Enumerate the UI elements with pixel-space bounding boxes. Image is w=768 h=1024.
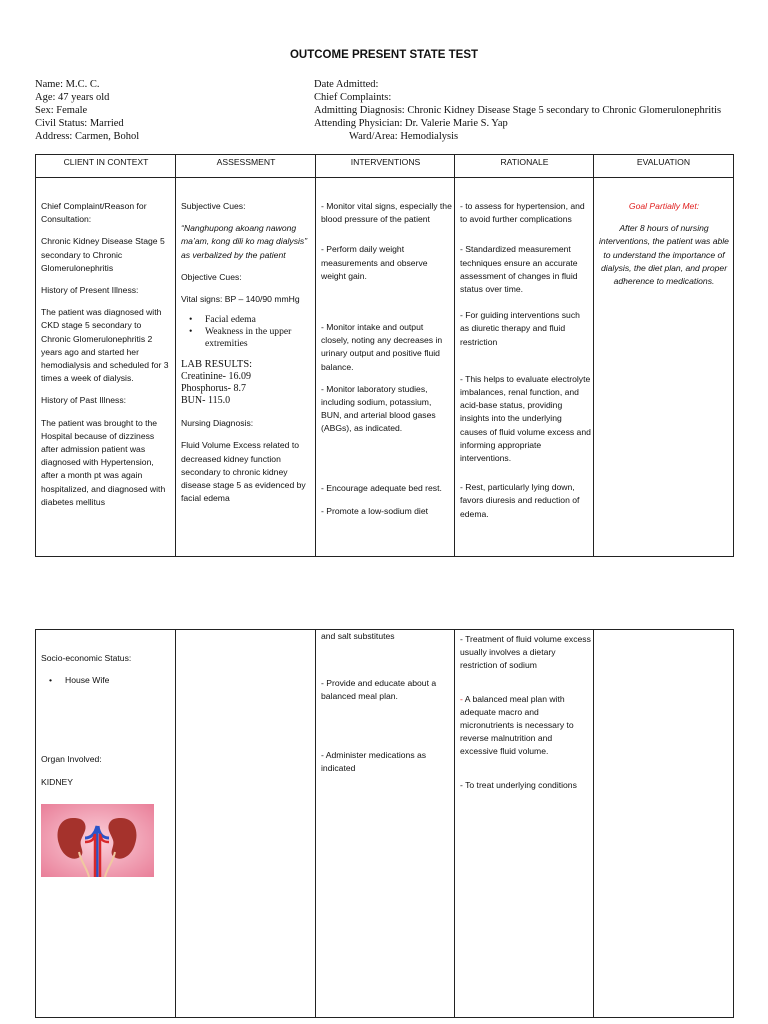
past-illness-text: The patient was brought to the Hospital because of dizziness after admission patient was diagnosed with Hypertension, after a month pt was again hospitalized, and diagnosed with diabetes mellitus bbox=[41, 417, 166, 507]
goal-status: Goal Partially Met: bbox=[628, 201, 700, 211]
care-plan-table-1 bbox=[35, 154, 734, 557]
rationale-item: - To treat underlying conditions bbox=[460, 779, 577, 790]
intervention-item: - Monitor intake and output closely, noting any decreases in urinary output and positive fluid balance. bbox=[321, 322, 443, 372]
socio-economic-label: Socio-economic Status: bbox=[41, 653, 132, 663]
lab-result-creatinine: Creatinine- 16.09 bbox=[181, 371, 251, 383]
lab-result-phosphorus: Phosphorus- 8.7 bbox=[181, 383, 247, 395]
patient-address: Address: Carmen, Bohol bbox=[35, 131, 140, 142]
care-plan-table-2 bbox=[35, 629, 734, 1018]
lab-result-bun: BUN- 115.0 bbox=[181, 395, 231, 407]
nursing-diagnosis-text: Fluid Volume Excess related to decreased kidney function secondary to chronic kidney disease stage 5 as evidenced by facial edema bbox=[181, 440, 306, 504]
intervention-item: - Administer medications as indicated bbox=[321, 749, 427, 773]
intervention-item: - Monitor vital signs, especially the blood pressure of the patient bbox=[321, 201, 452, 225]
rationale-item bbox=[460, 693, 591, 759]
rationale-item: - Treatment of fluid volume excess usually involves a dietary restriction of sodium bbox=[460, 634, 591, 671]
kidney-illustration bbox=[41, 804, 154, 877]
header-assessment: ASSESSMENT bbox=[216, 157, 276, 167]
socio-economic-list bbox=[41, 674, 171, 687]
evaluation-cell bbox=[599, 200, 729, 288]
objective-label: Objective Cues: bbox=[181, 271, 242, 282]
past-illness-label: History of Past Illness: bbox=[41, 395, 127, 406]
rationale-cell-2 bbox=[460, 633, 591, 792]
hpi-label: History of Present Illness: bbox=[41, 285, 139, 296]
patient-age: Age: 47 years old bbox=[35, 92, 110, 103]
patient-name: Name: M.C. C. bbox=[35, 79, 100, 90]
chief-complaint-text: Chronic Kidney Disease Stage 5 secondary to Chronic Glomerulonephritis bbox=[41, 236, 165, 273]
chief-complaint-label: Chief Complaint/Reason for Consultation: bbox=[41, 201, 147, 225]
header-interventions: INTERVENTIONS bbox=[350, 157, 421, 167]
rationale-item: - This helps to evaluate electrolyte imbalances, renal function, and acid-base status, providing insights into the underlying causes of fluid volume excess and informing appropriate interventions. bbox=[460, 373, 591, 464]
interventions-cell bbox=[321, 200, 452, 518]
list-item: • Facial edema bbox=[181, 314, 311, 326]
rationale-item: - to assess for hypertension, and to avoid further complications bbox=[460, 201, 585, 225]
objective-cue-list bbox=[181, 314, 311, 350]
rationale-item: - Rest, particularly lying down, favors diuresis and reduction of edema. bbox=[460, 482, 580, 519]
document-title: OUTCOME PRESENT STATE TEST bbox=[289, 49, 479, 61]
ward-area: Ward/Area: Hemodialysis bbox=[349, 131, 459, 142]
organ-name: KIDNEY bbox=[41, 776, 73, 787]
subjective-quote: “Nanghupong akoang nawong ma’am, kong dili ko mag dialysis” bbox=[181, 223, 308, 247]
admitting-diagnosis: Admitting Diagnosis: Chronic Kidney Disease Stage 5 secondary to Chronic Glomerulonephritis bbox=[314, 105, 722, 116]
intervention-item: - Perform daily weight measurements and observe weight gain. bbox=[321, 244, 428, 281]
evaluation-text: After 8 hours of nursing interventions, the patient was able to understand the importance of dialysis, the diet plan, and proper adherence to medications. bbox=[599, 223, 729, 287]
client-context-cell-2 bbox=[41, 652, 171, 789]
organ-involved-label: Organ Involved: bbox=[41, 754, 102, 765]
subjective-suffix: as verbalized by the patient bbox=[181, 249, 286, 260]
subjective-cue bbox=[181, 222, 311, 262]
header-client: CLIENT IN CONTEXT bbox=[63, 157, 149, 167]
client-context-cell bbox=[41, 200, 171, 509]
interventions-cell-2 bbox=[321, 630, 452, 775]
subjective-label: Subjective Cues: bbox=[181, 201, 246, 211]
assessment-cell bbox=[181, 200, 311, 505]
intervention-item: - Encourage adequate bed rest. bbox=[321, 482, 442, 493]
header-rationale: RATIONALE bbox=[500, 157, 549, 167]
hpi-text: The patient was diagnosed with CKD stage 5 secondary to Chronic Glomerulonephritis 2 years ago and started her hemodialysis and scheduled for 3 times a week of dialysis. bbox=[41, 307, 169, 384]
chief-complaints: Chief Complaints: bbox=[314, 92, 392, 103]
rationale-cell bbox=[460, 200, 591, 521]
header-evaluation: EVALUATION bbox=[636, 157, 691, 167]
patient-info-left bbox=[35, 78, 139, 143]
rationale-item: - Standardized measurement techniques ensure an accurate assessment of changes in fluid status over time. bbox=[460, 244, 578, 295]
intervention-item: - Monitor laboratory studies, including sodium, potassium, BUN, and arterial blood gases (ABGs), as indicated. bbox=[321, 383, 436, 434]
intervention-item: and salt substitutes bbox=[321, 631, 395, 641]
table-header-row bbox=[36, 155, 733, 178]
patient-info-right bbox=[314, 78, 721, 143]
list-item: • House Wife bbox=[41, 674, 171, 687]
list-item: • Weakness in the upper extremities bbox=[181, 326, 311, 350]
column-evaluation bbox=[594, 630, 733, 1017]
intervention-item: - Provide and educate about a balanced meal plan. bbox=[321, 678, 437, 702]
patient-civil-status: Civil Status: Married bbox=[35, 118, 124, 129]
rationale-item-text: A balanced meal plan with adequate macro and micronutrients is necessary to reverse malnutrition and excessive fluid volume. bbox=[460, 693, 574, 757]
nursing-diagnosis-label: Nursing Diagnosis: bbox=[181, 418, 254, 429]
attending-physician: Attending Physician: Dr. Valerie Marie S. Yap bbox=[314, 118, 508, 129]
intervention-item: - Promote a low-sodium diet bbox=[321, 505, 428, 516]
vital-signs: Vital signs: BP – 140/90 mmHg bbox=[181, 294, 300, 305]
rationale-item: - For guiding interventions such as diuretic therapy and fluid restriction bbox=[460, 310, 580, 347]
patient-sex: Sex: Female bbox=[35, 105, 88, 116]
red-dash: - bbox=[460, 693, 463, 704]
column-assessment bbox=[176, 630, 316, 1017]
date-admitted: Date Admitted: bbox=[314, 79, 379, 90]
lab-results-label: LAB RESULTS: bbox=[181, 359, 253, 371]
